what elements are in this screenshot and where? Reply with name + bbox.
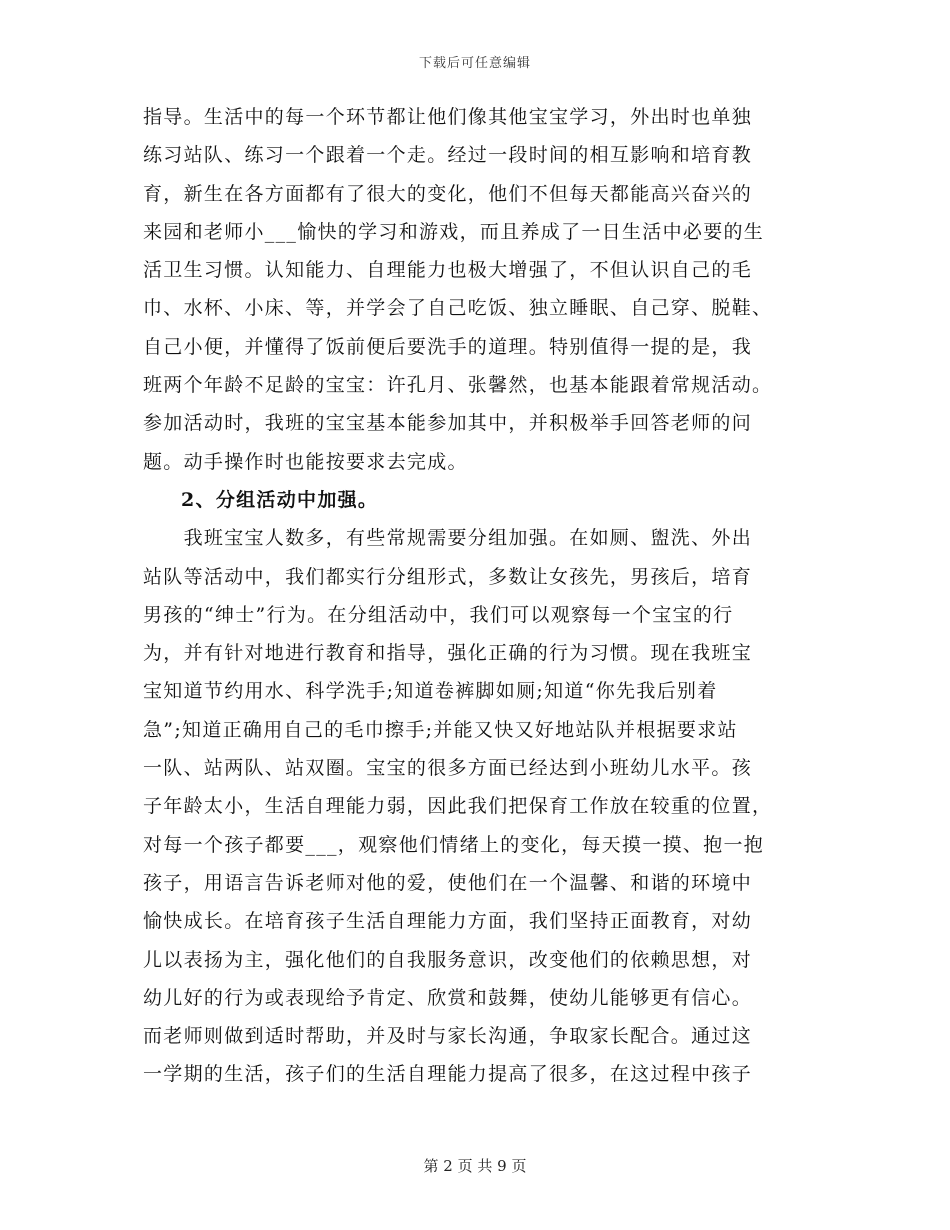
body-line: 巾、水杯、小床、等，并学会了自己吃饭、独立睡眠、自己穿、脱鞋、 [143,297,773,320]
body-line: 题。动手操作时也能按要求去完成。 [143,450,468,473]
body-line: 男孩的“绅士”行为。在分组活动中，我们可以观察每一个宝宝的行 [143,603,734,626]
body-line: 来园和老师小___愉快的学习和游戏，而且养成了一日生活中必要的生 [143,220,765,243]
body-line: 对每一个孩子都要___，观察他们情绪上的变化，每天摸一摸、抱一抱 [143,833,765,856]
document-body [143,98,807,1094]
page-number: 第 2 页 共 9 页 [423,1157,527,1175]
body-line: 急”;知道正确用自己的毛巾擦手;并能又快又好地站队并根据要求站 [143,718,738,741]
body-line: 一学期的生活，孩子们的生活自理能力提高了很多，在这过程中孩子 [143,1063,753,1086]
body-line: 愉快成长。在培育孩子生活自理能力方面，我们坚持正面教育，对幼 [143,910,753,933]
body-line: 一队、站两队、站双圈。宝宝的很多方面已经达到小班幼儿水平。孩 [143,757,753,780]
body-line: 站队等活动中，我们都实行分组形式，多数让女孩先，男孩后，培育 [143,565,753,588]
body-line: 为，并有针对地进行教育和指导，强化正确的行为习惯。现在我班宝 [143,642,753,665]
body-line: 活卫生习惯。认知能力、自理能力也极大增强了，不但认识自己的毛 [143,259,753,282]
body-line: 幼儿好的行为或表现给予肯定、欣赏和鼓舞，使幼儿能够更有信心。 [143,986,753,1009]
body-line: 宝知道节约用水、科学洗手;知道卷裤脚如厕;知道“你先我后别着 [143,680,718,703]
body-line: 班两个年龄不足龄的宝宝：许孔月、张馨然，也基本能跟着常规活动。 [143,374,773,397]
body-line: 自己小便，并懂得了饭前便后要洗手的道理。特别值得一提的是，我 [143,335,753,358]
body-line: 参加活动时，我班的宝宝基本能参加其中，并积极举手回答老师的问 [143,412,753,435]
page-header-note: 下载后可任意编辑 [418,56,531,71]
body-line: 儿以表扬为主，强化他们的自我服务意识，改变他们的依赖思想，对 [143,948,753,971]
section-heading: 2、分组活动中加强。 [181,488,379,511]
body-line: 孩子，用语言告诉老师对他的爱，使他们在一个温馨、和谐的环境中 [143,871,753,894]
body-line: 练习站队、练习一个跟着一个走。经过一段时间的相互影响和培育教 [143,144,753,167]
body-line: 而老师则做到适时帮助，并及时与家长沟通，争取家长配合。通过这 [143,1025,753,1048]
body-line: 子年龄太小，生活自理能力弱，因此我们把保育工作放在较重的位置， [143,795,773,818]
body-line: 育，新生在各方面都有了很大的变化，他们不但每天都能高兴奋兴的 [143,182,753,205]
body-line: 我班宝宝人数多，有些常规需要分组加强。在如厕、盥洗、外出 [143,527,753,550]
body-line: 指导。生活中的每一个环节都让他们像其他宝宝学习，外出时也单独 [143,106,753,128]
